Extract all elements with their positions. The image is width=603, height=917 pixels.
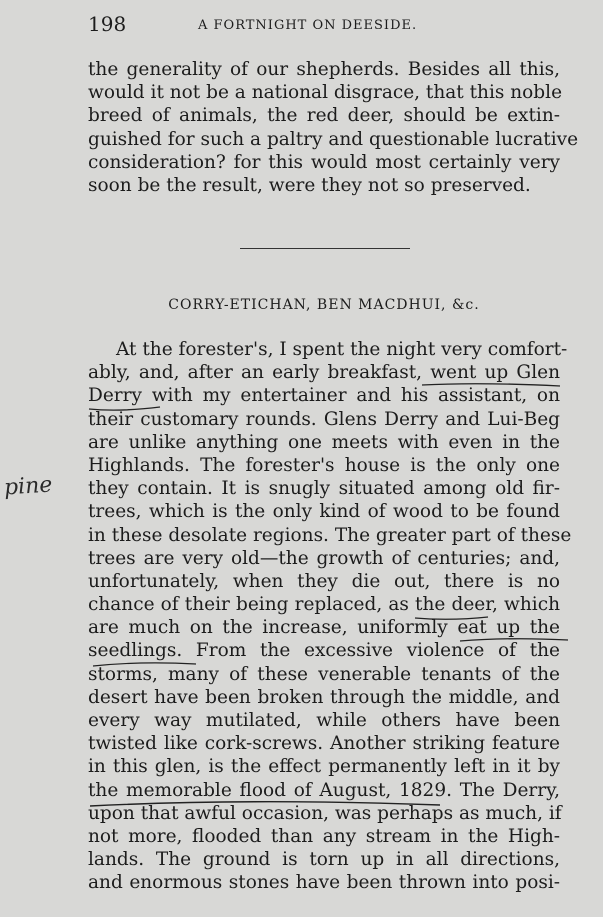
text-line: breed of animals, the red deer, should be extin-	[88, 105, 560, 127]
text-line: every way mutilated, while others have been	[88, 710, 560, 731]
text-line: in this glen, is the effect permanently left in it by	[88, 756, 560, 778]
underline-the-deer	[415, 617, 488, 619]
section-heading: CORRY-ETICHAN, BEN MACDHUI, &c.	[168, 297, 480, 313]
text-line: Derry with my entertainer and his assistant, on	[88, 385, 560, 407]
text-line: twisted like cork-screws. Another striking feature	[88, 733, 560, 755]
text-line: ably, and, after an early breakfast, went up Glen	[88, 362, 560, 384]
text-line: seedlings. From the excessive violence of the	[88, 640, 560, 662]
text-line: Highlands. The forester's house is the only one	[88, 454, 560, 476]
handwritten-margin-note: pine	[3, 472, 54, 501]
underline-went-up-glen	[422, 384, 560, 386]
text-line: guished for such a paltry and questionable lucrative	[88, 128, 579, 150]
text-line: chance of their being replaced, as the deer, which	[88, 594, 560, 616]
text-line: soon be the result, were they not so preserved.	[88, 174, 531, 196]
text-line: unfortunately, when they die out, there is no	[88, 570, 560, 592]
text-line: are unlike anything one meets with even in the	[88, 431, 560, 453]
text-line: would it not be a national disgrace, that this noble	[88, 82, 563, 104]
underline-seedlings	[93, 663, 196, 666]
text-line: lands. The ground is torn up in all directions,	[88, 849, 560, 871]
underline-eat-up-the	[460, 639, 568, 641]
underline-derry	[89, 407, 160, 410]
text-line: trees are very old—the growth of centuries; and,	[88, 547, 560, 569]
text-line: the memorable flood of August, 1829. The Derry,	[88, 779, 560, 801]
text-line: desert have been broken through the middle, and	[88, 686, 560, 708]
text-line: their customary rounds. Glens Derry and Lui-Beg	[88, 408, 560, 430]
text-line: storms, many of these venerable tenants of the	[88, 663, 560, 685]
text-line: and enormous stones have been thrown into posi-	[88, 872, 560, 894]
underline-memorable-flood	[90, 802, 440, 806]
text-line: they contain. It is snugly situated among old fir-	[88, 478, 560, 500]
text-line: in these desolate regions. The greater part of these	[88, 524, 572, 546]
running-title: A FORTNIGHT ON DEESIDE.	[198, 18, 418, 33]
text-line: upon that awful occasion, was perhaps as much, if	[88, 802, 562, 824]
text-line: not more, flooded than any stream in the High-	[88, 825, 560, 847]
text-line: At the forester's, I spent the night very comfort-	[116, 339, 568, 360]
text-line: the generality of our shepherds. Besides all this,	[88, 59, 560, 80]
text-line: consideration? for this would most certainly very	[88, 151, 560, 173]
text-line: trees, which is the only kind of wood to be found	[88, 501, 560, 523]
page-number: 198	[88, 12, 127, 36]
text-line: are much on the increase, uniformly eat up the	[88, 617, 560, 639]
